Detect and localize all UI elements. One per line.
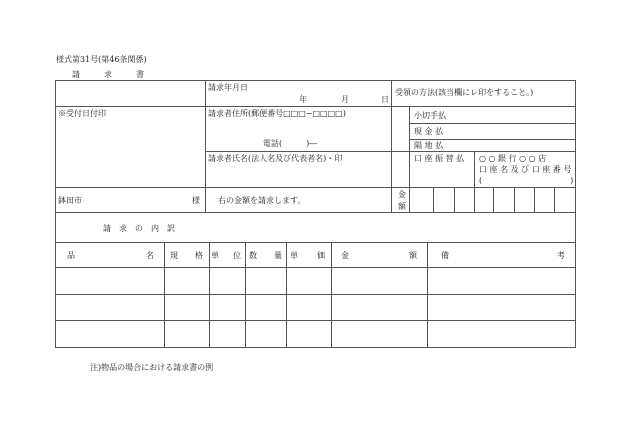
phone-label: 電話( )― xyxy=(263,139,318,148)
col-spec-b: 格 xyxy=(195,251,203,260)
col-item-a: 品 xyxy=(67,251,75,260)
col-remarks-a: 備 xyxy=(441,251,449,260)
col-qty-a: 数 xyxy=(249,251,257,260)
addressee-honorific: 様 xyxy=(192,196,200,205)
col-unit-a: 単 xyxy=(211,251,219,260)
bank-branch-line: ○ ○ 銀 行 ○ ○ 店 xyxy=(479,154,547,163)
claimant-address-label: 請求者住所(郵便番号□□□−□□□□) xyxy=(208,109,346,118)
col-spec-a: 規 xyxy=(170,251,178,260)
col-unit-b: 位 xyxy=(233,251,241,260)
col-qty-b: 量 xyxy=(274,251,282,260)
payment-option-cash: 現 金 払 xyxy=(414,127,444,136)
day-label: 日 xyxy=(381,95,389,104)
payment-method-heading: 受領の方法(該当欄にレ印をすること。) xyxy=(395,88,534,97)
col-remarks-b: 考 xyxy=(557,251,565,260)
amount-label-bottom: 額 xyxy=(398,202,406,211)
col-item-b: 名 xyxy=(146,251,154,260)
payment-option-transfer: 口 座 振 替 払 xyxy=(414,154,465,163)
document-title: 請 求 書 xyxy=(72,70,144,79)
payment-option-remote: 隔 地 払 xyxy=(414,141,444,150)
col-price-b: 価 xyxy=(317,251,325,260)
request-statement: 右の金額を請求します。 xyxy=(218,196,306,205)
payment-option-check: 小切手払 xyxy=(414,111,446,120)
receipt-stamp-label: ※受付日付印 xyxy=(58,109,106,118)
amount-label-top: 金 xyxy=(398,190,406,199)
form-number: 様式第31号(第46条関係) xyxy=(56,55,147,64)
breakdown-heading: 請 求 の 内 訳 xyxy=(103,224,175,233)
col-price-a: 単 xyxy=(290,251,298,260)
col-amount-a: 金 xyxy=(341,251,349,260)
col-amount-b: 額 xyxy=(409,251,417,260)
footnote: 注)物品の場合における請求書の例 xyxy=(90,363,214,372)
month-label: 月 xyxy=(341,95,349,104)
addressee-city: 鉢田市 xyxy=(58,196,82,205)
bank-account-blank: ( ) xyxy=(479,176,574,185)
request-date-label: 請求年月日 xyxy=(208,83,248,92)
year-label: 年 xyxy=(299,95,307,104)
claimant-name-label: 請求者氏名(法人名及び代表者名)・印 xyxy=(208,154,343,163)
bank-account-line: 口 座 名 及 び 口 座 番 号 xyxy=(479,165,572,174)
